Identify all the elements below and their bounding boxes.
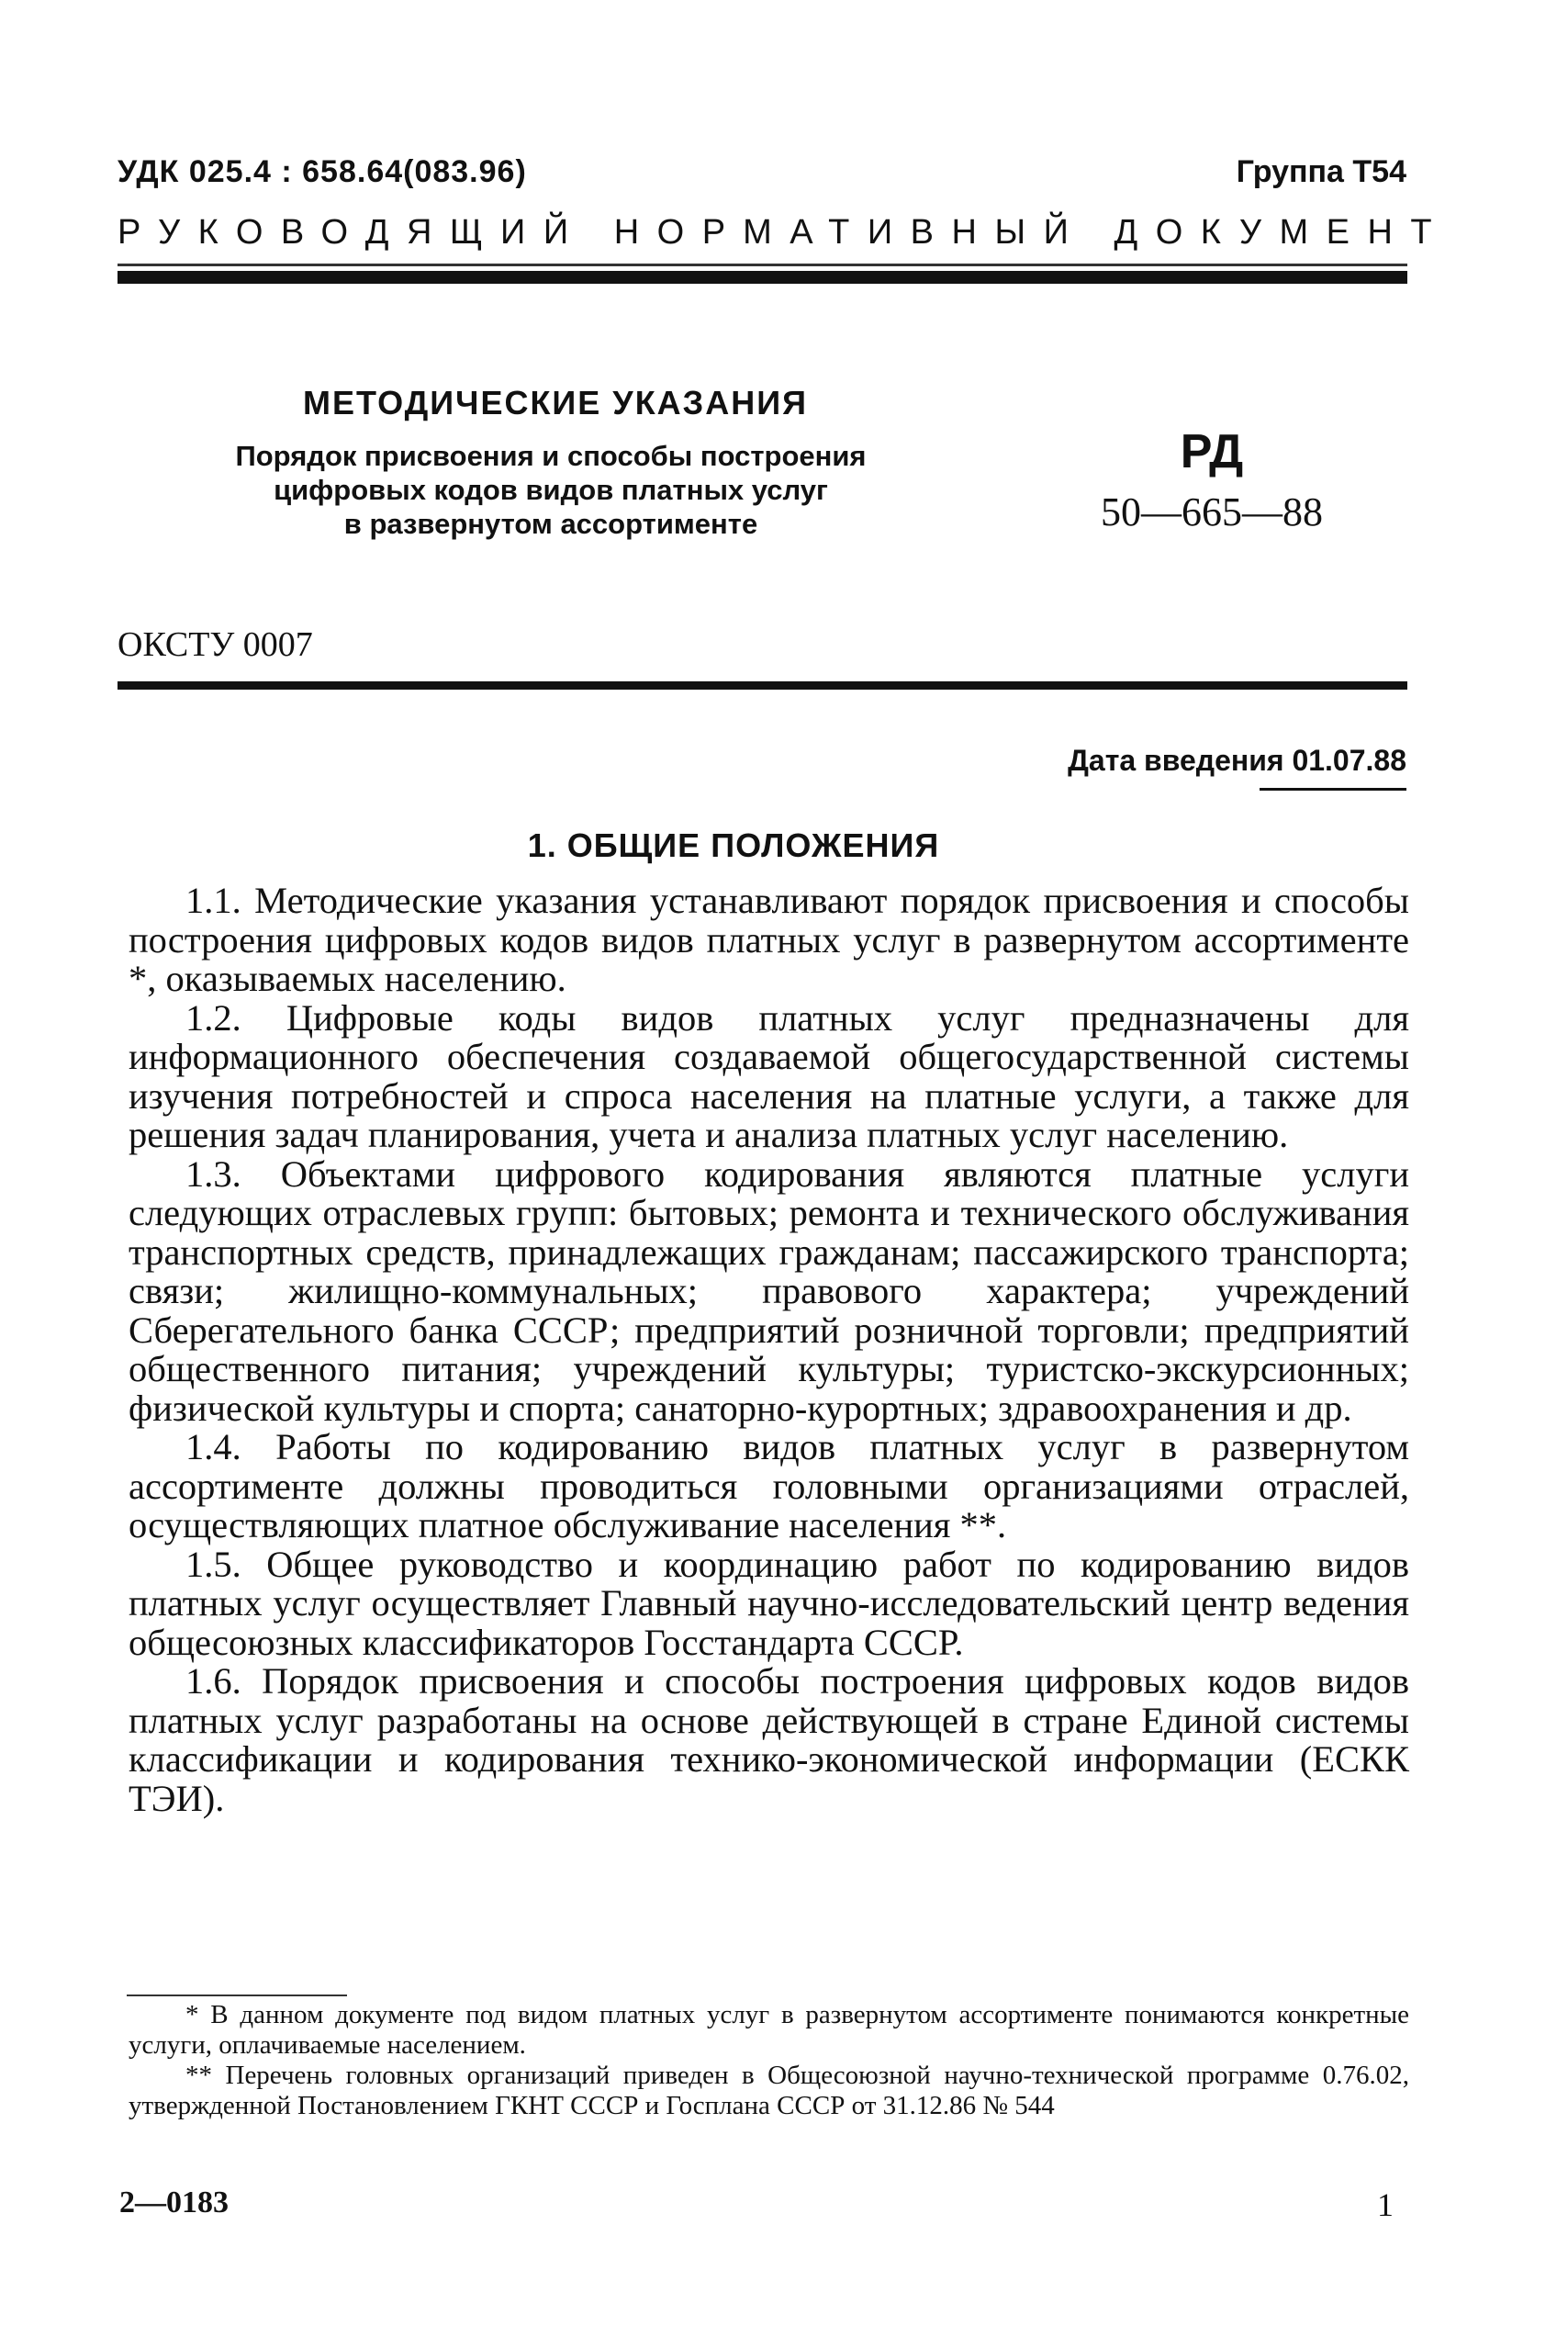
date-underline — [1260, 788, 1406, 791]
subtitle-line: Порядок присвоения и способы построения — [235, 440, 867, 472]
footnote-rule — [127, 1995, 347, 1996]
page-number: 1 — [1377, 2186, 1394, 2223]
udk-code: УДК 025.4 : 658.64(083.96) — [118, 154, 527, 189]
document-subtitle — [156, 439, 946, 541]
subtitle-line: цифровых кодов видов платных услуг — [274, 474, 828, 506]
paragraph-1-5: 1.5. Общее руководство и координацию работ по кодированию видов платных услуг осуществляет Главный научно-исследовательский центр ведения общесоюзных классификаторов Госстандарта СССР. — [129, 1543, 1409, 1663]
document-type-heading: РУКОВОДЯЩИЙ НОРМАТИВНЫЙ ДОКУМЕНТ — [118, 213, 1450, 252]
body-text — [129, 882, 1409, 1818]
section-heading — [0, 826, 1568, 865]
document-title: МЕТОДИЧЕСКИЕ УКАЗАНИЯ — [303, 384, 808, 421]
introduction-date: Дата введения 01.07.88 — [1068, 744, 1406, 777]
paragraph-1-2: 1.2. Цифровые коды видов платных услуг предназначены для информационного обеспечения создаваемой общегосударственной системы изучения потребностей и спроса населения на платные услуги, а также для решения задач планирования, учета и анализа платных услуг населению. — [129, 996, 1409, 1155]
paragraph-1-1: 1.1. Методические указания устанавливают порядок присвоения и способы построения цифровых кодов видов платных услуг в развернутом ассортименте *, оказываемых населению. — [129, 880, 1409, 999]
header-rule-thick — [118, 271, 1407, 284]
print-code: 2—0183 — [119, 2186, 229, 2219]
paragraph-1-4: 1.4. Работы по кодированию видов платных услуг в развернутом ассортименте должны проводиться головными организациями отраслей, осуществляющих платное обслуживание населения **. — [129, 1426, 1409, 1545]
paragraph-1-6: 1.6. Порядок присвоения и способы построения цифровых кодов видов платных услуг разработаны на основе действующей в стране Единой системы классификации и кодирования технико-экономической информации (ЕСКК ТЭИ). — [129, 1660, 1409, 1819]
footnote-2: ** Перечень головных организаций приведен в Общесоюзной научно-технической программе 0.76.02, утвержденной Постановлением ГКНТ СССР и Госплана СССР от 31.12.86 № 544 — [129, 2061, 1409, 2120]
section-heading-text: 1. ОБЩИЕ ПОЛОЖЕНИЯ — [527, 826, 940, 864]
rd-number: 50—665—88 — [1101, 489, 1323, 534]
section-rule — [118, 681, 1407, 690]
footnote-1: * В данном документе под видом платных услуг в развернутом ассортименте понимаются конкретные услуги, оплачиваемые населением. — [129, 2000, 1409, 2060]
paragraph-1-3: 1.3. Объектами цифрового кодирования являются платные услуги следующих отраслевых групп: бытовых; ремонта и технического обслуживания транспортных средств, принадлежащих гражданам; пассажирского транспорта; связи; жилищно-коммунальных; правового характера; учреждений Сберегательного банка СССР; предприятий розничной торговли; предприятий общественного питания; учреждений культуры; туристско-экскурсионных; физической культуры и спорта; санаторно-курортных; здравоохранения и др. — [129, 1152, 1409, 1429]
okstu-code: ОКСТУ 0007 — [118, 625, 313, 664]
rd-label: РД — [1180, 425, 1244, 478]
group-code: Группа Т54 — [1236, 154, 1406, 189]
footnotes — [129, 2000, 1409, 2121]
header-rule-thin — [118, 264, 1407, 266]
subtitle-line: в развернутом ассортименте — [343, 508, 758, 540]
